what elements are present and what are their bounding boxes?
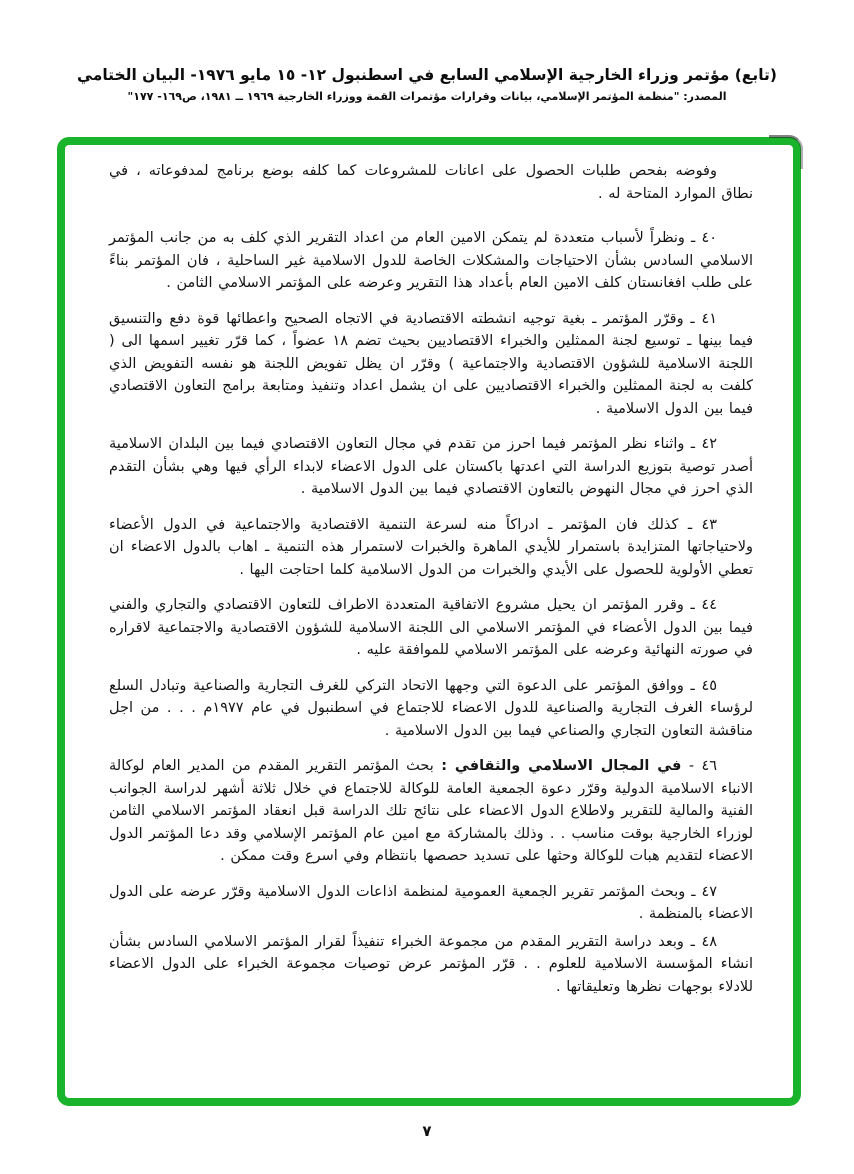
document-body [57,160,801,1011]
paragraph-lead: في المجال الاسلامي والثقافي : [441,758,682,774]
paragraph-text: ووافق المؤتمر على الدعوة التي وجهها الاتحاد التركي للغرف التجارية والصناعية وتبادل السلع لرؤساء الغرف التجارية والصناعية للدول الاعضاء للاجتماع في اسطنبول في عام ١٩٧٧م . . . من اجل مناقشة التعاون التجاري والصناعي فيما بين الدول الاسلامية . [109,677,753,739]
paragraph-number: ٤٨ ـ [690,933,718,950]
paragraph-number: ٤٣ ـ [687,516,718,533]
paragraph-continuation [109,160,753,205]
paragraph-46 [109,755,753,868]
paragraph-43 [109,514,753,582]
paragraph-text: وبعد دراسة التقرير المقدم من مجموعة الخبراء تنفيذاً لقرار المؤتمر الاسلامي السادس بشأن انشاء المؤسسة الاسلامية للعلوم . . قرّر المؤتمر عرض توصيات مجموعة الخبراء على الدول الاعضاء للادلاء بوجهات نظرها وتعليقاتها . [109,933,753,995]
paragraph-40 [109,227,753,295]
paragraph-text: وبحث المؤتمر تقرير الجمعية العمومية لمنظمة اذاعات الدول الاسلامية وقرّر عرضه على الدول الاعضاء بالمنظمة . [109,883,753,922]
paragraph-number: ٤٧ ـ [691,883,718,900]
paragraph-number: ٤٢ ـ [690,436,718,452]
header-source: المصدر: "منظمة المؤتمر الإسلامي، بيانات وقرارات مؤتمرات القمة ووزراء الخارجية ١٩٦٩ ــ ١٩٨١، ص١٦٩- ١٧٧" [127,90,727,103]
paragraph-number: ٤١ ـ [690,310,718,327]
paragraph-42 [109,433,753,501]
paragraph-48 [109,931,753,999]
paragraph-text: وقرّر المؤتمر ـ بغية توجيه انشطته الاقتصادية في الاتجاه الصحيح واعطائها قوة دفع والتنسيق فيما بينها ـ توسيع لجنة الممثلين والخبراء الاقتصاديين بحيث تضم ١٨ عضواً ، كما قرّر تغيير اسمها الى ( اللجنة الاسلامية للشؤون الاقتصادية والاجتماعية ) وقرّر ان يظل تفويض اللجنة هو نفسه التفويض الذي كلفت به لجنة الممثلين والخبراء الاقتصاديين على ان يشمل اعداد وتنفيذ ومتابعة برامج التعاون الاقتصادي فيما بين الدول الاسلامية . [109,310,754,417]
paragraph-number: ٤٠ ـ [691,230,718,246]
page-number: ٧ [422,1122,432,1140]
paragraph-number: ٤٥ ـ [690,677,718,694]
paragraph-text: بحث المؤتمر التقرير المقدم من المدير العام لوكالة الانباء الاسلامية الدولية وقرّر دعوة الجمعية العامة للوكالة للاجتماع في خلال ثلاثة أشهر لدراسة الجوانب الفنية والمالية للتقرير ولاطلاع الدول الاعضاء على نتائج تلك الدراسة قبل انعقاد المؤتمر الاسلامي الثامن لوزراء الخارجية بوقت مناسب . . وذلك بالمشاركة مع امين عام المؤتمر الإسلامي وقد دعا المؤتمر الدول الاعضاء لتقديم هبات للوكالة وحثها على تسديد حصصها بانتظام وفي اسرع وقت ممكن . [109,758,753,864]
paragraph-41 [109,308,753,421]
paragraph-text: وفوضه بفحص طلبات الحصول على اعانات للمشروعات كما كلفه بوضع برنامج لمدفوعاته ، في نطاق الموارد المتاحة له . [109,163,753,202]
paragraph-47 [109,881,753,926]
paragraph-text: كذلك فان المؤتمر ـ ادراكاً منه لسرعة التنمية الاقتصادية والاجتماعية في الدول الأعضاء ولاحتياجاتها المتزايدة باستمرار للأيدي الماهرة والخبرات لاستمرار هذه التنمية ـ اهاب بالدول الاعضاء ان تعطي الأولوية للحصول على الأيدي والخبرات من الدول الاسلامية كلما احتاجت اليها . [109,516,753,578]
paragraph-text: وقرر المؤتمر ان يحيل مشروع الاتفاقية المتعددة الاطراف للتعاون الاقتصادي والتجاري والفني فيما بين الدول الأعضاء في المؤتمر الاسلامي الى اللجنة الاسلامية للشؤون الاقتصادية والاجتماعية لاقراره في صورته النهائية وعرضه على المؤتمر الاسلامي للموافقة عليه . [109,597,753,658]
paragraph-text: واثناء نظر المؤتمر فيما احرز من تقدم في مجال التعاون الاقتصادي فيما بين البلدان الاسلامية أصدر توصية بتوزيع الدراسة التي اعدتها باكستان على الدول الاعضاء لابداء الرأي فيها وهي بشأن التقدم الذي احرز في مجال النهوض بالتعاون الاقتصادي فيما بين الدول الاسلامية . [109,436,753,497]
document-header [0,64,854,106]
header-title: (تابع) مؤتمر وزراء الخارجية الإسلامي السابع في اسطنبول ١٢- ١٥ مايو ١٩٧٦- البيان الختامي [77,66,777,84]
paragraph-44 [109,594,753,662]
paragraph-45 [109,675,753,743]
paragraph-number: ٤٦ - [688,758,718,774]
paragraph-text: ونظراً لأسباب متعددة لم يتمكن الامين العام من اعداد التقرير الذي كلف به من جانب المؤتمر الاسلامي السادس بشأن الاحتياجات والمشكلات الخاصة للدول الاسلامية غير الساحلية ، فان المؤتمر بناءً على طلب افغانستان كلف الامين العام بأعداد هذا التقرير وعرضه على المؤتمر الاسلامي الثامن . [109,230,753,291]
paragraph-number: ٤٤ ـ [690,597,717,613]
